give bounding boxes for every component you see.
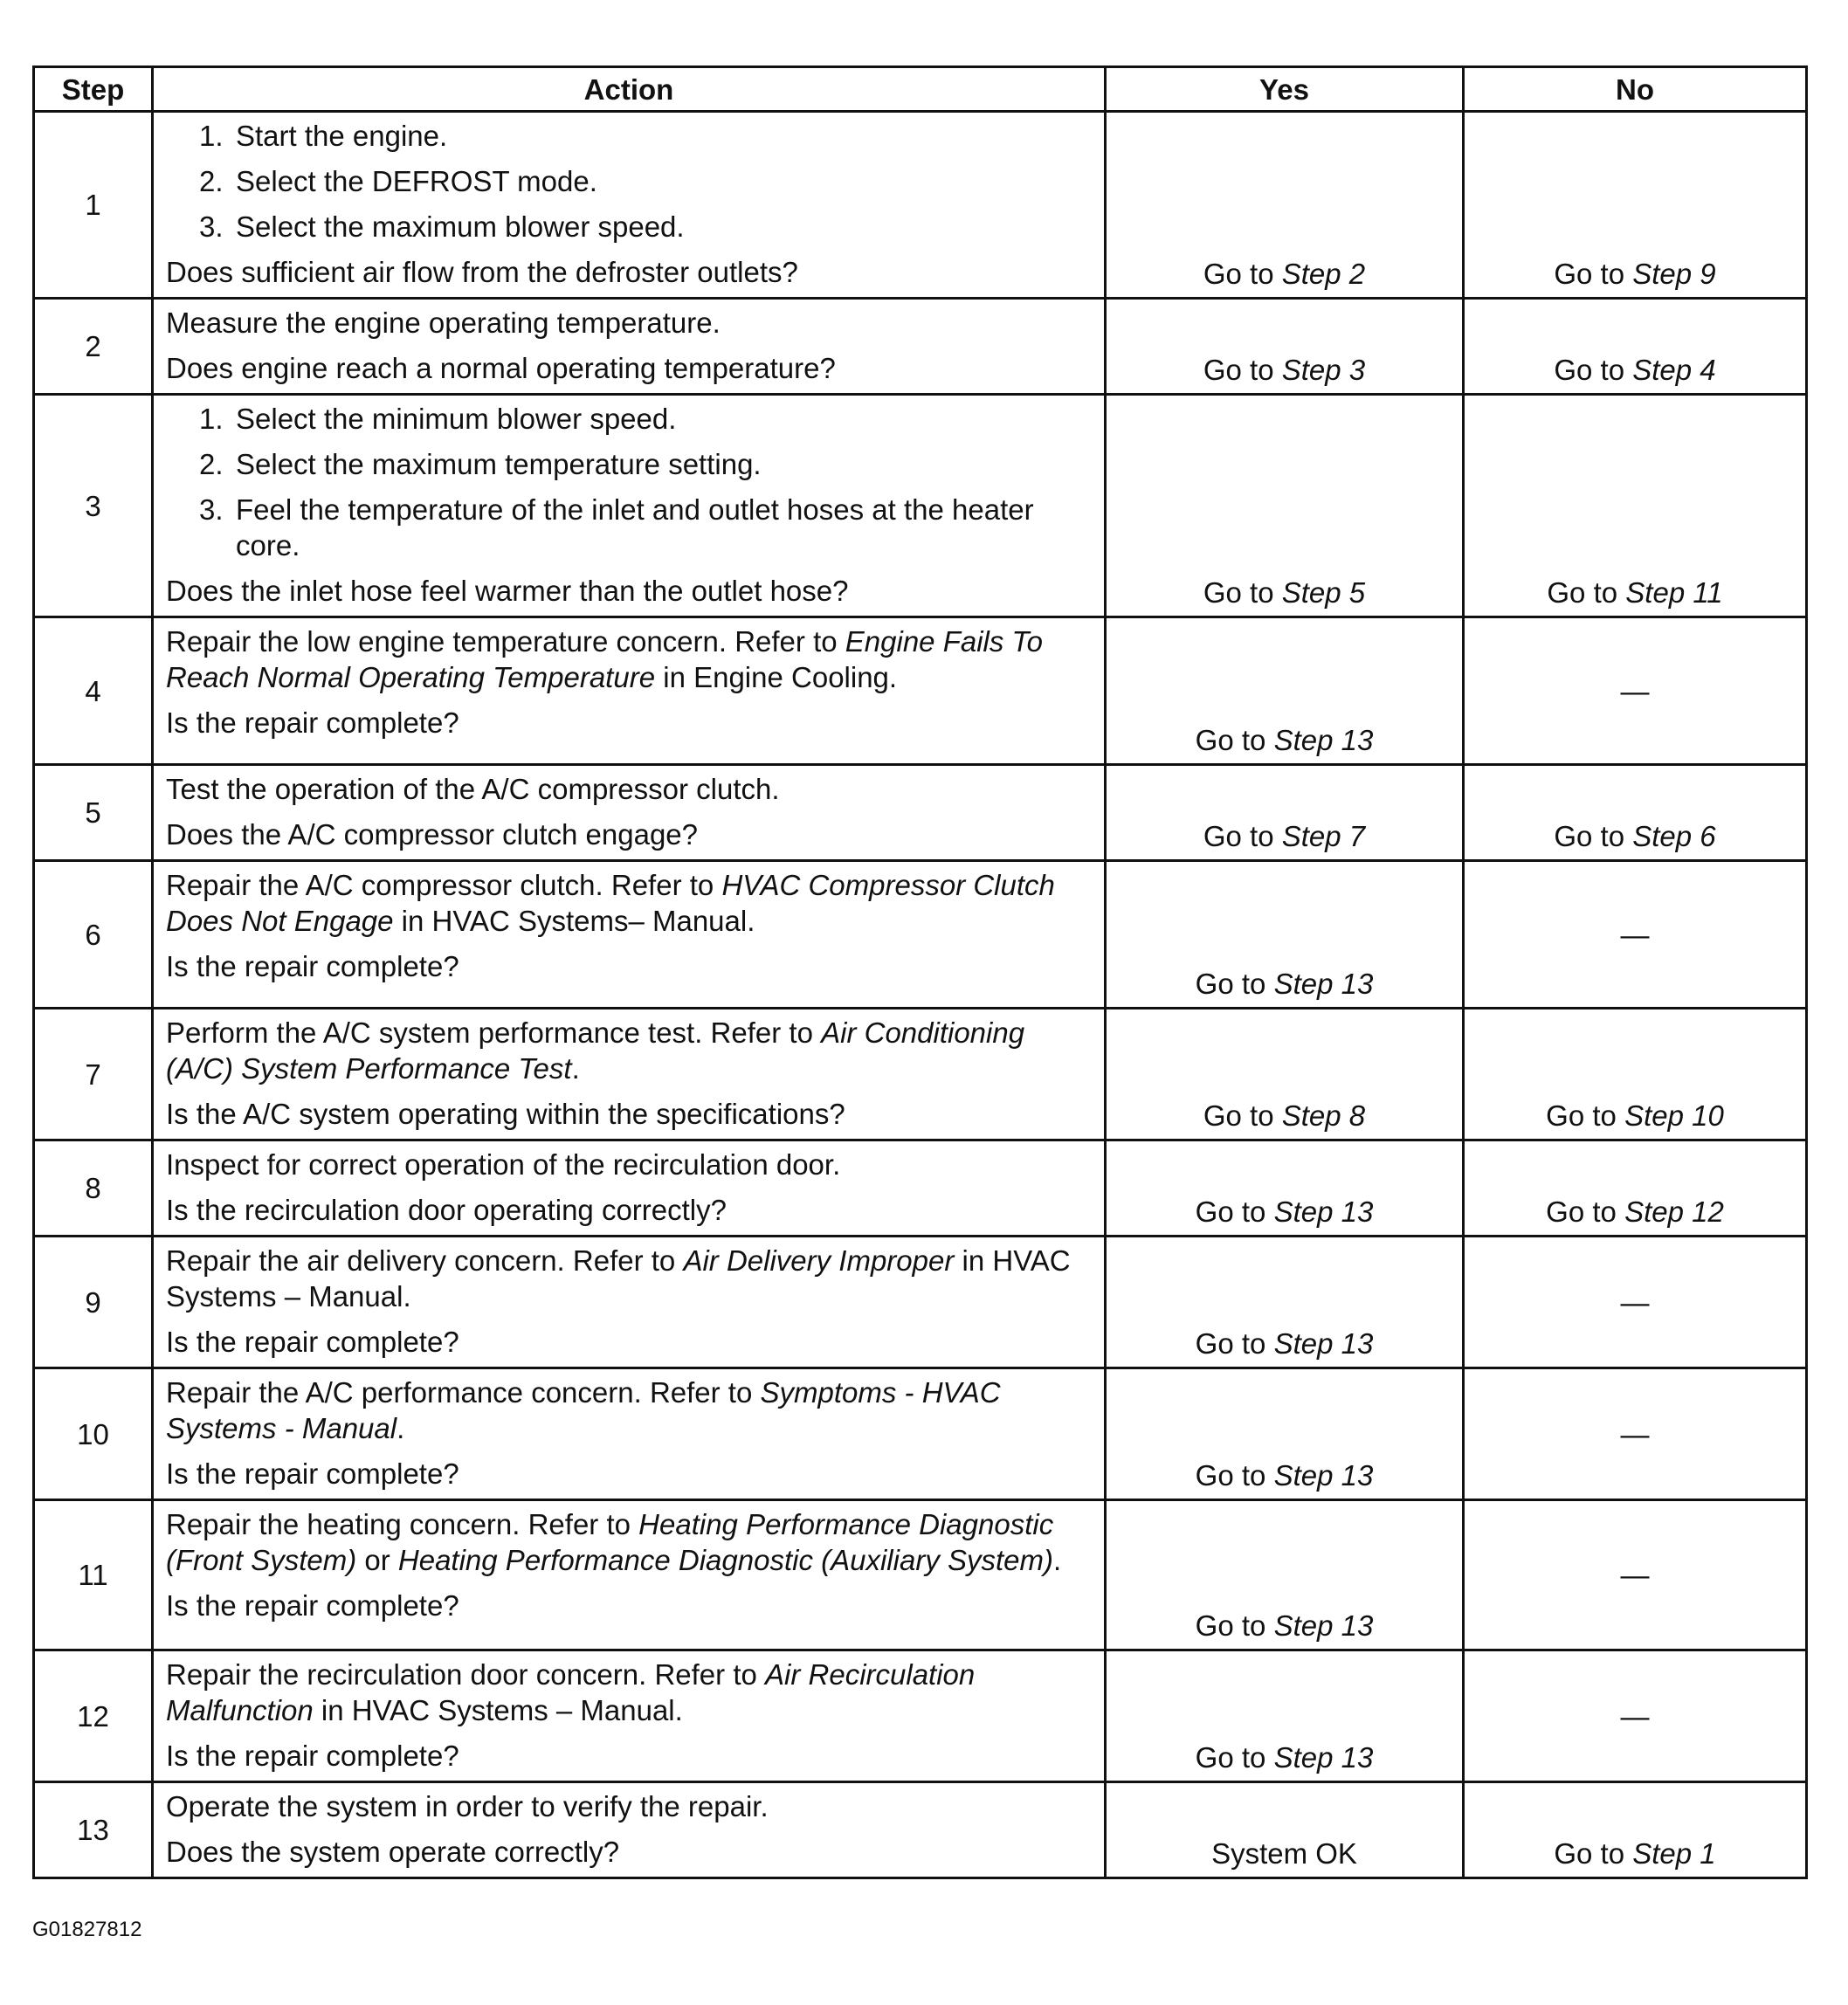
goto-prefix: Go to — [1195, 1327, 1274, 1360]
action-text: Does the A/C compressor clutch engage? — [166, 818, 699, 851]
goto-step-ref: Step 3 — [1281, 354, 1366, 386]
action-text: Is the repair complete? — [166, 1457, 459, 1490]
action-text: Inspect for correct operation of the recirculation door. — [166, 1148, 841, 1181]
action-instruction — [166, 1375, 1092, 1446]
step-number: 7 — [34, 1009, 153, 1140]
not-applicable-dash: — — [1620, 1285, 1650, 1319]
action-instruction — [166, 1657, 1092, 1728]
no-result — [1464, 861, 1807, 1009]
goto-step-ref: Step 2 — [1281, 258, 1366, 290]
action-text: Does the inlet hose feel warmer than the outlet hose? — [166, 575, 849, 607]
yes-result — [1106, 1368, 1464, 1500]
action-question — [166, 1096, 1092, 1132]
action-text: Is the repair complete? — [166, 706, 459, 739]
not-applicable-dash: — — [1620, 1699, 1650, 1733]
header-yes: Yes — [1106, 67, 1464, 112]
goto-prefix: Go to — [1546, 1195, 1625, 1228]
substep-number: 2. — [199, 165, 224, 197]
action-substep — [166, 163, 1092, 199]
substep-number: 1. — [199, 120, 224, 152]
goto-prefix: Go to — [1195, 1741, 1274, 1774]
action-text: Is the repair complete? — [166, 1740, 459, 1772]
yes-result — [1106, 1237, 1464, 1368]
reference-link-text: Air Conditioning (A/C) System Performance Test — [166, 1016, 1025, 1085]
no-result — [1464, 1650, 1807, 1782]
action-cell — [153, 1237, 1106, 1368]
goto-step-ref: Step 13 — [1273, 1741, 1374, 1774]
action-question — [166, 948, 1092, 984]
header-no: No — [1464, 67, 1807, 112]
goto-prefix: Go to — [1547, 576, 1626, 609]
action-text: . — [571, 1052, 580, 1085]
goto-prefix: Go to — [1195, 1459, 1274, 1492]
action-question — [166, 573, 1092, 609]
goto-step-ref: Step 11 — [1625, 576, 1723, 609]
action-text: Repair the low engine temperature concern. Refer to — [166, 625, 845, 658]
goto-step-ref: Step 13 — [1273, 968, 1374, 1000]
yes-result — [1106, 1650, 1464, 1782]
diagnostic-table — [32, 65, 1808, 1879]
not-applicable-dash: — — [1620, 918, 1650, 951]
table-row — [34, 299, 1807, 395]
yes-result — [1106, 617, 1464, 765]
figure-id: G01827812 — [32, 1918, 142, 1941]
action-text: Measure the engine operating temperature. — [166, 307, 721, 339]
action-text: Select the maximum temperature setting. — [236, 448, 762, 480]
reference-link-text: Symptoms - HVAC Systems - Manual — [166, 1376, 1001, 1444]
action-cell — [153, 395, 1106, 617]
substep-number: 3. — [199, 210, 224, 243]
action-text: in HVAC Systems – Manual. — [313, 1694, 683, 1726]
action-substep — [166, 446, 1092, 482]
yes-result — [1106, 1140, 1464, 1237]
goto-step-ref: Step 13 — [1273, 1609, 1374, 1642]
action-text: Select the minimum blower speed. — [236, 403, 677, 435]
action-text: Repair the heating concern. Refer to — [166, 1508, 639, 1540]
action-cell — [153, 617, 1106, 765]
goto-step-ref: Step 8 — [1281, 1099, 1366, 1132]
goto-prefix: Go to — [1195, 1609, 1274, 1642]
goto-prefix: Go to — [1554, 258, 1633, 290]
action-text: Is the recirculation door operating correctly? — [166, 1194, 727, 1226]
goto-prefix: Go to — [1195, 1195, 1274, 1228]
table-row — [34, 1650, 1807, 1782]
yes-result-text: System OK — [1211, 1837, 1357, 1870]
step-number: 8 — [34, 1140, 153, 1237]
table-row — [34, 1782, 1807, 1878]
action-text: Does the system operate correctly? — [166, 1836, 620, 1868]
no-result — [1464, 1237, 1807, 1368]
action-substep — [166, 492, 1092, 563]
not-applicable-dash: — — [1620, 1417, 1650, 1450]
goto-prefix: Go to — [1203, 258, 1282, 290]
action-text: in HVAC Systems – Manual. — [166, 1244, 1071, 1313]
table-row — [34, 395, 1807, 617]
header-step: Step — [34, 67, 153, 112]
no-result — [1464, 1368, 1807, 1500]
step-number: 6 — [34, 861, 153, 1009]
goto-prefix: Go to — [1554, 820, 1633, 852]
action-text: . — [1053, 1544, 1062, 1576]
action-text: in HVAC Systems– Manual. — [393, 905, 755, 937]
no-result — [1464, 395, 1807, 617]
goto-prefix: Go to — [1195, 724, 1274, 756]
action-instruction — [166, 305, 1092, 341]
action-instruction — [166, 1243, 1092, 1314]
action-cell — [153, 861, 1106, 1009]
goto-step-ref: Step 13 — [1273, 1327, 1374, 1360]
goto-step-ref: Step 10 — [1624, 1099, 1724, 1132]
action-question — [166, 1456, 1092, 1492]
action-text: Select the maximum blower speed. — [236, 210, 685, 243]
goto-step-ref: Step 5 — [1281, 576, 1366, 609]
goto-step-ref: Step 12 — [1624, 1195, 1724, 1228]
table-row — [34, 617, 1807, 765]
header-action: Action — [153, 67, 1106, 112]
action-question — [166, 816, 1092, 852]
reference-link-text: HVAC Compressor Clutch Does Not Engage — [166, 869, 1055, 937]
action-cell — [153, 1782, 1106, 1878]
action-text: Is the repair complete? — [166, 1326, 459, 1358]
action-cell — [153, 1500, 1106, 1650]
action-text: Is the A/C system operating within the specifications? — [166, 1098, 845, 1130]
table-row — [34, 765, 1807, 861]
action-text: Test the operation of the A/C compressor clutch. — [166, 773, 780, 805]
action-text: Repair the A/C compressor clutch. Refer to — [166, 869, 722, 901]
action-cell — [153, 299, 1106, 395]
no-result — [1464, 112, 1807, 299]
no-result — [1464, 1140, 1807, 1237]
header-row — [34, 67, 1807, 112]
reference-link-text: Heating Performance Diagnostic (Front System) — [166, 1508, 1054, 1576]
action-cell — [153, 1009, 1106, 1140]
action-substep — [166, 118, 1092, 154]
action-instruction — [166, 1788, 1092, 1824]
action-substep — [166, 401, 1092, 437]
action-text: Start the engine. — [236, 120, 448, 152]
substep-number: 1. — [199, 403, 224, 435]
not-applicable-dash: — — [1620, 1559, 1650, 1591]
goto-step-ref: Step 13 — [1273, 724, 1374, 756]
action-text: Does sufficient air flow from the defroster outlets? — [166, 256, 798, 288]
yes-result — [1106, 1782, 1464, 1878]
goto-step-ref: Step 6 — [1632, 820, 1716, 852]
action-text: Is the repair complete? — [166, 1589, 459, 1622]
substep-number: 3. — [199, 493, 224, 526]
step-number: 13 — [34, 1782, 153, 1878]
yes-result — [1106, 1009, 1464, 1140]
reference-link-text: Air Recirculation Malfunction — [166, 1658, 976, 1726]
table-row — [34, 1500, 1807, 1650]
action-text: Select the DEFROST mode. — [236, 165, 597, 197]
step-number: 9 — [34, 1237, 153, 1368]
reference-link-text: Air Delivery Improper — [683, 1244, 955, 1277]
action-text: Perform the A/C system performance test. Refer to — [166, 1016, 822, 1049]
action-cell — [153, 765, 1106, 861]
action-question — [166, 254, 1092, 290]
goto-step-ref: Step 13 — [1273, 1195, 1374, 1228]
action-instruction — [166, 1147, 1092, 1182]
table-row — [34, 1237, 1807, 1368]
action-question — [166, 1588, 1092, 1623]
action-question — [166, 1324, 1092, 1360]
action-instruction — [166, 771, 1092, 807]
action-instruction — [166, 1506, 1092, 1578]
no-result — [1464, 1782, 1807, 1878]
action-cell — [153, 1140, 1106, 1237]
goto-step-ref: Step 4 — [1632, 354, 1716, 386]
goto-step-ref: Step 13 — [1273, 1459, 1374, 1492]
step-number: 1 — [34, 112, 153, 299]
goto-prefix: Go to — [1203, 354, 1282, 386]
no-result — [1464, 765, 1807, 861]
goto-prefix: Go to — [1203, 576, 1282, 609]
goto-step-ref: Step 1 — [1632, 1837, 1716, 1870]
reference-link-text: Heating Performance Diagnostic (Auxiliary System) — [397, 1544, 1053, 1576]
action-text: or — [356, 1544, 398, 1576]
action-text: Repair the air delivery concern. Refer to — [166, 1244, 684, 1277]
yes-result — [1106, 299, 1464, 395]
action-text: Operate the system in order to verify the repair. — [166, 1790, 769, 1822]
action-instruction — [166, 867, 1092, 939]
action-cell — [153, 1368, 1106, 1500]
no-result — [1464, 1009, 1807, 1140]
action-text: Feel the temperature of the inlet and outlet hoses at the heater core. — [236, 493, 1034, 562]
action-substep — [166, 209, 1092, 245]
step-number: 5 — [34, 765, 153, 861]
action-instruction — [166, 1015, 1092, 1086]
yes-result — [1106, 395, 1464, 617]
action-question — [166, 350, 1092, 386]
table-row — [34, 1009, 1807, 1140]
action-text: Repair the A/C performance concern. Refer to — [166, 1376, 761, 1409]
yes-result — [1106, 861, 1464, 1009]
action-cell — [153, 112, 1106, 299]
goto-step-ref: Step 7 — [1281, 820, 1366, 852]
reference-link-text: Engine Fails To Reach Normal Operating Temperature — [166, 625, 1044, 693]
action-text: in Engine Cooling. — [655, 661, 898, 693]
action-question — [166, 1738, 1092, 1774]
goto-step-ref: Step 9 — [1632, 258, 1716, 290]
action-cell — [153, 1650, 1106, 1782]
action-question — [166, 1834, 1092, 1870]
goto-prefix: Go to — [1554, 1837, 1633, 1870]
table-body — [34, 112, 1807, 1878]
yes-result — [1106, 765, 1464, 861]
step-number: 10 — [34, 1368, 153, 1500]
action-text: . — [396, 1412, 405, 1444]
action-text: Does engine reach a normal operating temperature? — [166, 352, 836, 384]
step-number: 4 — [34, 617, 153, 765]
goto-prefix: Go to — [1546, 1099, 1625, 1132]
action-text: Repair the recirculation door concern. Refer to — [166, 1658, 766, 1691]
action-text: Is the repair complete? — [166, 950, 459, 982]
step-number: 3 — [34, 395, 153, 617]
table-row — [34, 1140, 1807, 1237]
goto-prefix: Go to — [1554, 354, 1633, 386]
yes-result — [1106, 112, 1464, 299]
action-instruction — [166, 624, 1092, 695]
step-number: 12 — [34, 1650, 153, 1782]
no-result — [1464, 299, 1807, 395]
substep-number: 2. — [199, 448, 224, 480]
no-result — [1464, 1500, 1807, 1650]
action-question — [166, 1192, 1092, 1228]
action-question — [166, 705, 1092, 741]
step-number: 11 — [34, 1500, 153, 1650]
yes-result — [1106, 1500, 1464, 1650]
table-row — [34, 861, 1807, 1009]
no-result — [1464, 617, 1807, 765]
table-row — [34, 112, 1807, 299]
table-row — [34, 1368, 1807, 1500]
goto-prefix: Go to — [1203, 1099, 1282, 1132]
goto-prefix: Go to — [1203, 820, 1282, 852]
not-applicable-dash: — — [1620, 674, 1650, 707]
goto-prefix: Go to — [1195, 968, 1274, 1000]
step-number: 2 — [34, 299, 153, 395]
